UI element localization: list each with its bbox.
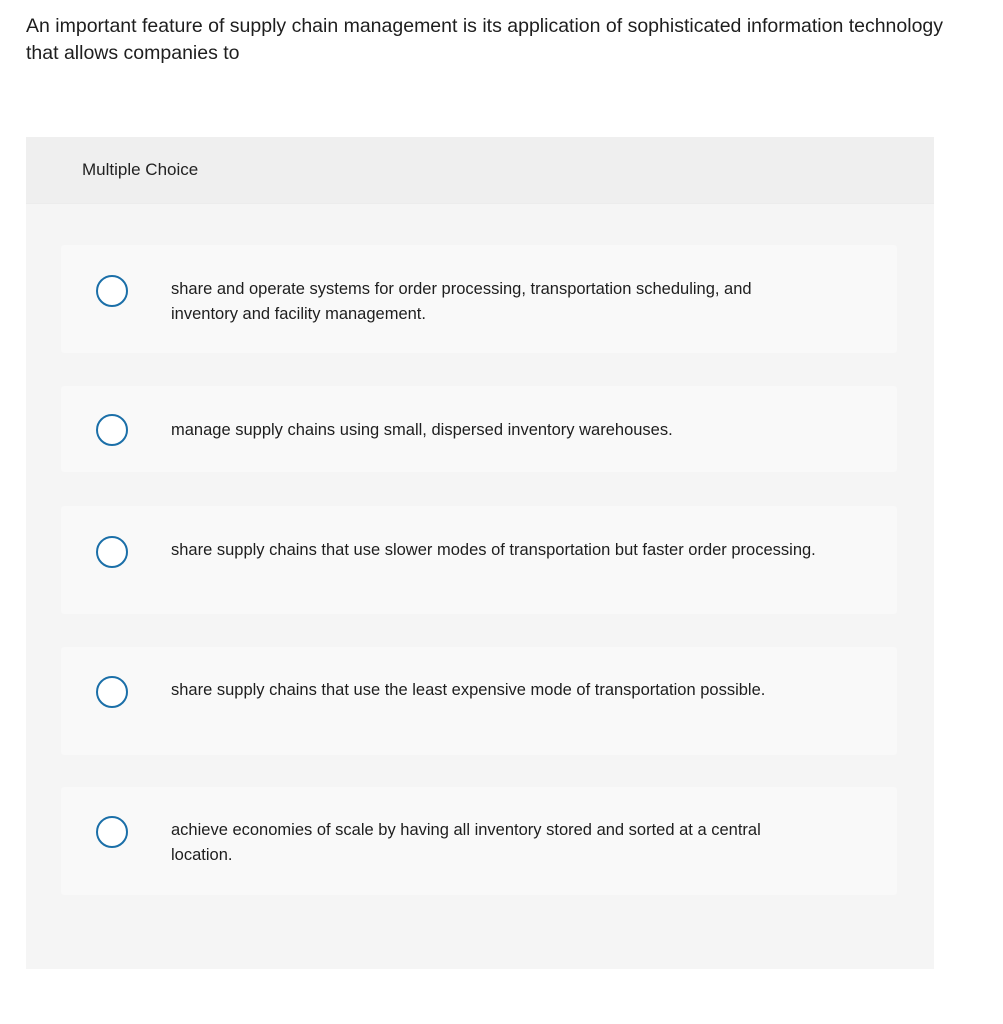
option-a[interactable] bbox=[61, 245, 897, 353]
option-c[interactable] bbox=[61, 506, 897, 614]
multiple-choice-panel bbox=[26, 137, 934, 969]
question-prompt: An important feature of supply chain management is its application of sophisticated information technology that allows companies to bbox=[26, 15, 944, 64]
radio-button-icon[interactable] bbox=[96, 816, 128, 848]
radio-button-icon[interactable] bbox=[96, 536, 128, 568]
panel-title: Multiple Choice bbox=[82, 160, 199, 179]
option-e[interactable] bbox=[61, 787, 897, 895]
option-d[interactable] bbox=[61, 647, 897, 755]
panel-header bbox=[26, 137, 934, 204]
radio-button-icon[interactable] bbox=[96, 414, 128, 446]
option-b[interactable] bbox=[61, 386, 897, 472]
option-label: achieve economies of scale by having all inventory stored and sorted at a central location. bbox=[171, 821, 761, 864]
option-label: share supply chains that use the least expensive mode of transportation possible. bbox=[171, 681, 766, 699]
radio-button-icon[interactable] bbox=[96, 275, 128, 307]
option-label: share supply chains that use slower modes of transportation but faster order processing. bbox=[171, 541, 816, 559]
option-label: manage supply chains using small, dispersed inventory warehouses. bbox=[171, 421, 673, 439]
option-label: share and operate systems for order processing, transportation scheduling, and inventory and facility management. bbox=[171, 280, 752, 323]
radio-button-icon[interactable] bbox=[96, 676, 128, 708]
options-list bbox=[26, 204, 934, 969]
